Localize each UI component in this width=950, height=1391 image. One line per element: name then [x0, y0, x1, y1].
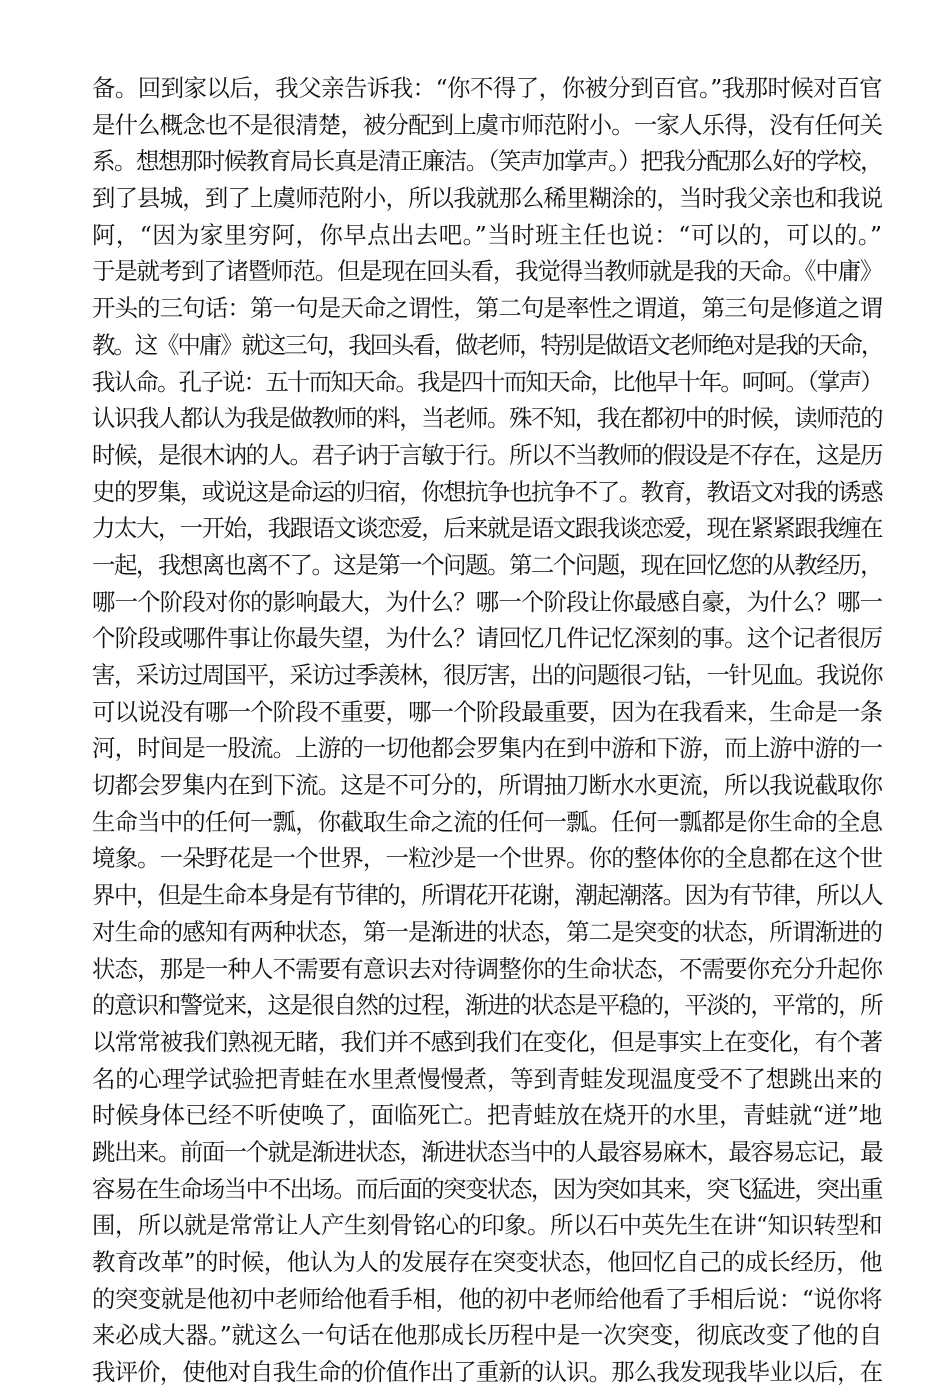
text-line: 时候，是很木讷的人。君子讷于言敏于行。所以不当教师的假设是不存在，这是历: [92, 440, 882, 469]
text-line: 备。回到家以后，我父亲告诉我：“你不得了，你被分到百官。”我那时候对百官: [92, 74, 882, 102]
text-line: 可以说没有哪一个阶段不重要，哪一个阶段最重要，因为在我看来，生命是一条: [92, 697, 882, 726]
text-line: 害，采访过周国平，采访过季羡林，很厉害，出的问题很刁钻，一针见血。我说你: [92, 661, 882, 689]
text-line: 来必成大器。”就这么一句话在他那成长历程中是一次突变，彻底改变了他的自: [92, 1321, 882, 1350]
text-line: 跳出来。前面一个就是渐进状态，渐进状态当中的人最容易麻木，最容易忘记，最: [92, 1137, 882, 1166]
text-line: 时候身体已经不听使唤了，面临死亡。把青蛙放在烧开的水里，青蛙就“迸”地: [92, 1101, 882, 1130]
text-line: 一起，我想离也离不了。这是第一个问题。第二个问题，现在回忆您的从教经历，: [92, 550, 882, 579]
text-line: 是什么概念也不是很清楚，被分配到上虞市师范附小。一家人乐得，没有任何关: [92, 110, 882, 139]
text-line: 容易在生命场当中不出场。而后面的突变状态，因为突如其来，突飞猛进，突出重: [92, 1174, 882, 1203]
text-line: 界中，但是生命本身是有节律的，所谓花开花谢，潮起潮落。因为有节律，所以人: [92, 881, 882, 910]
text-line: 到了县城，到了上虞师范附小，所以我就那么稀里糊涂的，当时我父亲也和我说: [92, 184, 882, 213]
text-line: 围，所以就是常常让人产生刻骨铭心的印象。所以石中英先生在讲“知识转型和: [92, 1211, 882, 1240]
text-line: 生命当中的任何一瓢，你截取生命之流的任何一瓢。任何一瓢都是你生命的全息: [92, 807, 882, 836]
text-line: 我评价，使他对自我生命的价值作出了重新的认识。那么我发现我毕业以后，在: [92, 1358, 882, 1387]
text-line: 的突变就是他初中老师给他看手相，他的初中老师给他看了手相后说：“说你将: [92, 1284, 882, 1313]
body-text: [92, 70, 882, 1391]
text-line: 的意识和警觉来，这是很自然的过程，渐进的状态是平稳的，平淡的，平常的，所: [92, 991, 882, 1020]
text-line: 于是就考到了诸暨师范。但是现在回头看，我觉得当教师就是我的天命。《中庸》: [92, 257, 882, 286]
text-line: 阿，“因为家里穷阿，你早点出去吧。”当时班主任也说：“可以的，可以的。”: [92, 220, 882, 249]
text-line: 认识我人都认为我是做教师的料，当老师。殊不知，我在都初中的时候，读师范的: [92, 404, 882, 433]
text-line: 切都会罗集内在到下流。这是不可分的，所谓抽刀断水水更流，所以我说截取你: [92, 771, 882, 800]
text-line: 对生命的感知有两种状态，第一是渐进的状态，第二是突变的状态，所谓渐进的: [92, 917, 882, 946]
text-line: 名的心理学试验把青蛙在水里煮慢慢煮，等到青蛙发现温度受不了想跳出来的: [92, 1064, 882, 1093]
text-line: 境象。一朵野花是一个世界，一粒沙是一个世界。你的整体你的全息都在这个世: [92, 844, 882, 873]
text-line: 系。想想那时候教育局长真是清正廉洁。（笑声加掌声。）把我分配那么好的学校，: [92, 147, 882, 176]
text-line: 史的罗集，或说这是命运的归宿，你想抗争也抗争不了。教育，教语文对我的诱惑: [92, 477, 882, 506]
text-line: 我认命。孔子说：五十而知天命。我是四十而知天命，比他早十年。呵呵。（掌声）: [92, 367, 882, 396]
text-line: 教育改革”的时候，他认为人的发展存在突变状态，他回忆自己的成长经历，他: [92, 1248, 882, 1276]
text-line: 力太大，一开始，我跟语文谈恋爱，后来就是语文跟我谈恋爱，现在紧紧跟我缠在: [92, 514, 882, 543]
text-line: 教。这《中庸》就这三句，我回头看，做老师，特别是做语文老师绝对是我的天命，: [92, 330, 882, 359]
text-line: 哪一个阶段对你的影响最大，为什么？哪一个阶段让你最感自豪，为什么？哪一: [92, 587, 882, 616]
text-line: 个阶段或哪件事让你最失望，为什么？请回忆几件记忆深刻的事。这个记者很厉: [92, 624, 882, 653]
text-line: 河，时间是一股流。上游的一切他都会罗集内在到中游和下游，而上游中游的一: [92, 734, 882, 763]
text-line: 开头的三句话：第一句是天命之谓性，第二句是率性之谓道，第三句是修道之谓: [92, 294, 882, 323]
text-line: 状态，那是一种人不需要有意识去对待调整你的生命状态，不需要你充分升起你: [92, 954, 882, 983]
text-line: 以常常被我们熟视无睹，我们并不感到我们在变化，但是事实上在变化，有个著: [92, 1027, 882, 1056]
